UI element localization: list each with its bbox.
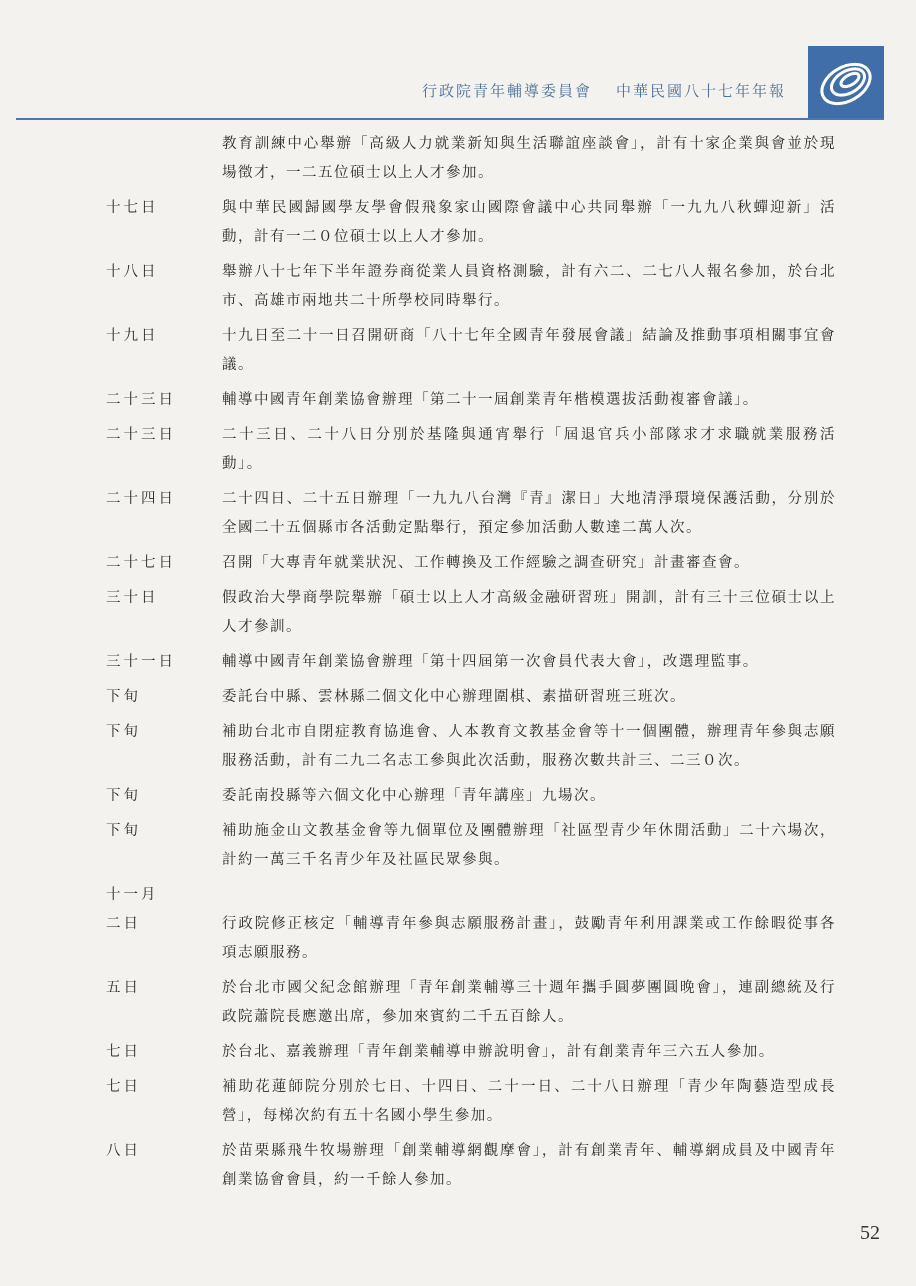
header-report: 中華民國八十七年年報 (615, 82, 786, 100)
entry-date: 八日 (106, 1143, 141, 1159)
entry-nov-4 (106, 1137, 836, 1195)
entry-text: 召開「大專青年就業狀況、工作轉換及工作經驗之調查研究」計畫審查會。 (222, 555, 750, 571)
entry-text: 輔導中國青年創業協會辦理「第十四屆第一次會員代表大會」，改選理監事。 (222, 654, 759, 670)
entry-nov-2 (106, 1038, 836, 1067)
entry-date: 三十日 (106, 590, 159, 606)
entry-9 (106, 648, 836, 677)
header-title (422, 80, 786, 101)
month-heading-label: 十一月 (106, 887, 159, 903)
entry-text: 輔導中國青年創業協會辦理「第二十一屆創業青年楷模選拔活動複審會議」。 (222, 392, 759, 408)
entry-text: 教育訓練中心舉辦「高級人力就業新知與生活聯誼座談會」，計有十家企業與會並於現場徵才，一二五位碩士以上人才參加。 (222, 136, 836, 181)
entry-0 (106, 130, 836, 188)
header-org: 行政院青年輔導委員會 (421, 82, 592, 100)
page-number: 52 (860, 1222, 880, 1244)
entry-date: 七日 (106, 1079, 141, 1095)
entry-text: 二十四日、二十五日辦理「一九九八台灣『青』潔日」大地清淨環境保護活動，分別於全國二十五個縣市各活動定點舉行，預定參加活動人數達二萬人次。 (222, 491, 836, 536)
entry-11 (106, 718, 836, 776)
entry-nov-0 (106, 910, 836, 968)
entry-date: 三十一日 (106, 654, 176, 670)
entry-date: 十八日 (106, 264, 159, 280)
entry-text: 補助施金山文教基金會等九個單位及團體辦理「社區型青少年休閒活動」二十六場次，計約一萬三千名青少年及社區民眾參與。 (222, 823, 836, 868)
entry-date: 七日 (106, 1044, 141, 1060)
entry-10 (106, 683, 836, 712)
entry-nov-3 (106, 1073, 836, 1131)
entry-12 (106, 782, 836, 811)
organization-logo-icon (808, 46, 884, 120)
entry-date: 二日 (106, 916, 141, 932)
entry-date: 下旬 (106, 788, 141, 804)
entry-text: 補助台北市自閉症教育協進會、人本教育文教基金會等十一個團體，辦理青年參與志願服務活動，計有二九二名志工參與此次活動，服務次數共計三、二三０次。 (222, 724, 836, 769)
entry-text: 舉辦八十七年下半年證券商從業人員資格測驗，計有六二、二七八人報名參加，於台北市、高雄市兩地共二十所學校同時舉行。 (222, 264, 836, 309)
chronicle-list (106, 130, 836, 1201)
entry-date: 十九日 (106, 328, 159, 344)
entry-date: 十七日 (106, 200, 159, 216)
entry-text: 於台北市國父紀念館辦理「青年創業輔導三十週年攜手圓夢團圓晚會」，連副總統及行政院蕭院長應邀出席，參加來賓約二千五百餘人。 (222, 980, 836, 1025)
entry-date: 五日 (106, 980, 141, 996)
entry-text: 二十三日、二十八日分別於基隆與通宵舉行「屆退官兵小部隊求才求職就業服務活動」。 (222, 427, 836, 472)
entry-3 (106, 322, 836, 380)
entry-4 (106, 386, 836, 415)
page-header (0, 0, 916, 122)
entry-text: 於台北、嘉義辦理「青年創業輔導申辦說明會」，計有創業青年三六五人參加。 (222, 1044, 775, 1060)
entry-date: 二十七日 (106, 555, 176, 571)
entry-date: 下旬 (106, 689, 141, 705)
entry-8 (106, 584, 836, 642)
entry-date: 下旬 (106, 823, 141, 839)
entry-text: 假政治大學商學院舉辦「碩士以上人才高級金融研習班」開訓，計有三十三位碩士以上人才參訓。 (222, 590, 836, 635)
entry-date: 二十三日 (106, 427, 176, 443)
entry-text: 十九日至二十一日召開研商「八十七年全國青年發展會議」結論及推動事項相關事宜會議。 (222, 328, 836, 373)
month-heading (106, 881, 836, 910)
entry-6 (106, 485, 836, 543)
entry-text: 於苗栗縣飛牛牧場辦理「創業輔導網觀摩會」，計有創業青年、輔導網成員及中國青年創業協會會員，約一千餘人參加。 (222, 1143, 836, 1188)
entry-date: 二十三日 (106, 392, 176, 408)
entry-text: 委託台中縣、雲林縣二個文化中心辦理圍棋、素描研習班三班次。 (222, 689, 686, 705)
entry-13 (106, 817, 836, 875)
entry-nov-1 (106, 974, 836, 1032)
entry-2 (106, 258, 836, 316)
entry-text: 補助花蓮師院分別於七日、十四日、二十一日、二十八日辦理「青少年陶藝造型成長營」，每梯次約有五十名國小學生參加。 (222, 1079, 836, 1124)
entry-date: 二十四日 (106, 491, 176, 507)
entry-5 (106, 421, 836, 479)
header-divider (16, 118, 884, 120)
entry-text: 與中華民國歸國學友學會假飛象家山國際會議中心共同舉辦「一九九八秋蟬迎新」活動，計有一二０位碩士以上人才參加。 (222, 200, 836, 245)
entry-1 (106, 194, 836, 252)
entry-text: 行政院修正核定「輔導青年參與志願服務計畫」，鼓勵青年利用課業或工作餘暇從事各項志願服務。 (222, 916, 836, 961)
entry-text: 委託南投縣等六個文化中心辦理「青年講座」九場次。 (222, 788, 606, 804)
entry-7 (106, 549, 836, 578)
entry-date: 下旬 (106, 724, 141, 740)
